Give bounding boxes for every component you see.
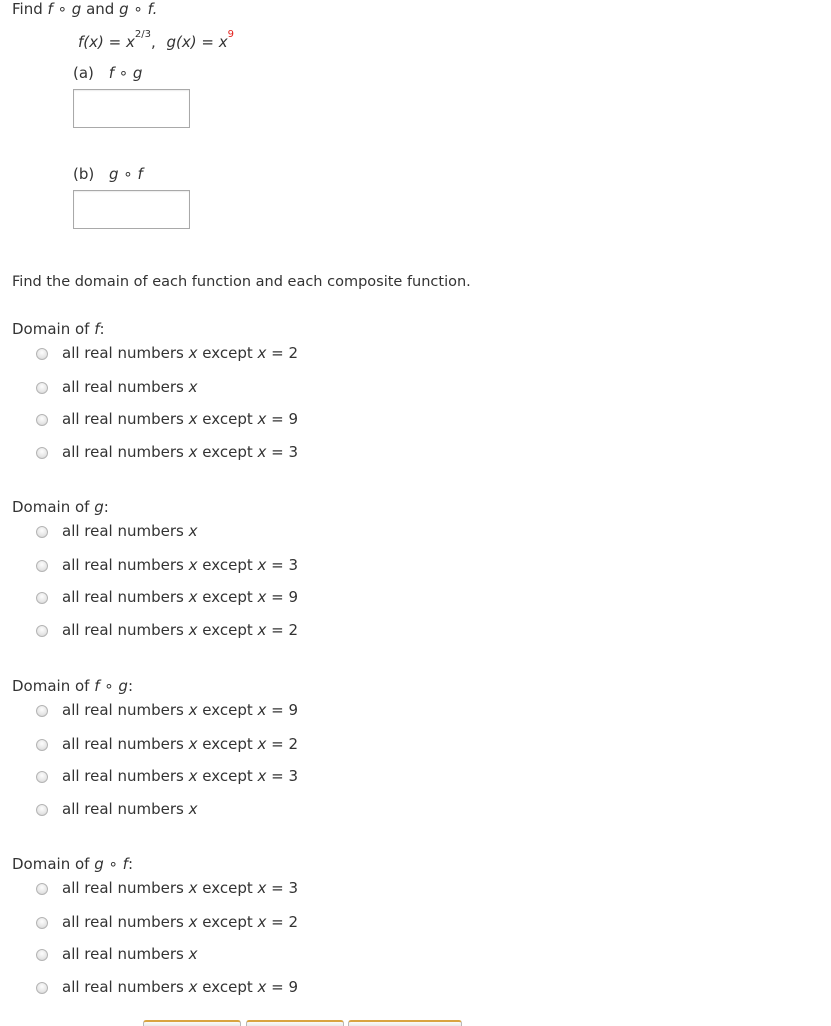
option-variable-2: x: [257, 556, 267, 574]
domain-f-option-1-radio[interactable]: [36, 348, 48, 360]
option-value: = 3: [266, 556, 299, 574]
domain-f-of-g-option-2-label[interactable]: [62, 735, 298, 753]
part-a-expression: f ∘ g: [108, 64, 143, 82]
domain-f-option-2-radio[interactable]: [36, 382, 48, 394]
domain-g-of-f-option-3-label[interactable]: [62, 945, 198, 963]
domain-f-of-g-option-2-radio[interactable]: [36, 739, 48, 751]
option-value: = 9: [266, 978, 299, 996]
part-b-label: (b): [73, 165, 95, 183]
domain-f-title: [12, 320, 105, 338]
part-a-answer-box[interactable]: [73, 89, 190, 128]
domain-f-of-g-option-1-radio[interactable]: [36, 705, 48, 717]
option-value: = 2: [266, 344, 299, 362]
option-text: all real numbers: [62, 701, 189, 719]
option-variable: x: [188, 378, 198, 396]
option-variable-2: x: [257, 978, 267, 996]
option-except: except: [197, 443, 258, 461]
option-text: all real numbers: [62, 767, 189, 785]
prompt-f: f: [47, 0, 53, 18]
domain-f-option-2-label[interactable]: [62, 378, 198, 396]
option-variable: x: [188, 522, 198, 540]
option-except: except: [197, 556, 258, 574]
part-b-heading: [73, 165, 143, 183]
option-text: all real numbers: [62, 443, 189, 461]
g-definition: g(x) = x: [166, 33, 228, 51]
option-value: = 3: [266, 767, 299, 785]
domain-f-option-1-label[interactable]: [62, 344, 298, 362]
option-value: = 2: [266, 735, 299, 753]
option-text: all real numbers: [62, 556, 189, 574]
part-b-answer-box[interactable]: [73, 190, 190, 229]
option-variable: x: [188, 978, 198, 996]
function-definitions: [78, 29, 234, 51]
option-value: = 3: [266, 443, 299, 461]
option-text: all real numbers: [62, 800, 189, 818]
g-exponent: 9: [227, 29, 234, 40]
domain-f-of-g-title: [12, 677, 133, 695]
domain-f-option-4-label[interactable]: [62, 443, 298, 461]
save-button-edge[interactable]: [246, 1020, 344, 1026]
prompt-circ-1: ∘: [57, 0, 67, 18]
option-variable-2: x: [257, 879, 267, 897]
domain-g-of-f-title: [12, 855, 133, 873]
option-variable-2: x: [257, 443, 267, 461]
option-text: all real numbers: [62, 621, 189, 639]
domain-title-colon: :: [127, 677, 133, 695]
option-variable: x: [188, 945, 198, 963]
domain-title-text: Domain of: [12, 855, 95, 873]
option-variable-2: x: [257, 621, 267, 639]
option-variable: x: [188, 913, 198, 931]
option-except: except: [197, 978, 258, 996]
part-a-heading: [73, 64, 142, 82]
option-except: except: [197, 701, 258, 719]
domain-g-option-2-radio[interactable]: [36, 560, 48, 572]
option-except: except: [197, 767, 258, 785]
option-variable: x: [188, 767, 198, 785]
option-value: = 9: [266, 410, 299, 428]
option-variable-2: x: [257, 344, 267, 362]
domain-g-title: [12, 498, 109, 516]
domain-g-option-4-radio[interactable]: [36, 625, 48, 637]
option-variable: x: [188, 344, 198, 362]
option-text: all real numbers: [62, 978, 189, 996]
option-text: all real numbers: [62, 378, 189, 396]
option-variable: x: [188, 588, 198, 606]
option-value: = 3: [266, 879, 299, 897]
domain-title-colon: :: [127, 855, 133, 873]
domain-g-of-f-option-2-label[interactable]: [62, 913, 298, 931]
option-variable-2: x: [257, 701, 267, 719]
option-variable: x: [188, 735, 198, 753]
option-variable: x: [188, 621, 198, 639]
option-variable: x: [188, 556, 198, 574]
domain-g-of-f-option-2-radio[interactable]: [36, 917, 48, 929]
f-definition: f(x) = x: [78, 33, 135, 51]
option-text: all real numbers: [62, 410, 189, 428]
option-except: except: [197, 913, 258, 931]
domain-g-option-1-radio[interactable]: [36, 526, 48, 538]
part-b-expression: g ∘ f: [109, 165, 143, 183]
domain-g-option-1-label[interactable]: [62, 522, 198, 540]
option-text: all real numbers: [62, 945, 189, 963]
option-variable-2: x: [257, 735, 267, 753]
option-except: except: [197, 879, 258, 897]
prompt-and: and: [86, 0, 115, 18]
option-except: except: [197, 588, 258, 606]
domain-f-of-g-option-3-label[interactable]: [62, 767, 298, 785]
option-variable-2: x: [257, 913, 267, 931]
option-value: = 9: [266, 588, 299, 606]
option-variable: x: [188, 879, 198, 897]
prompt-find: Find: [12, 0, 43, 18]
option-except: except: [197, 344, 258, 362]
option-text: all real numbers: [62, 735, 189, 753]
prompt-f-2: f.: [147, 0, 158, 18]
domain-f-option-3-radio[interactable]: [36, 414, 48, 426]
domain-f-of-g-option-4-label[interactable]: [62, 800, 198, 818]
domain-f-of-g-option-4-radio[interactable]: [36, 804, 48, 816]
option-text: all real numbers: [62, 879, 189, 897]
option-except: except: [197, 735, 258, 753]
option-variable: x: [188, 701, 198, 719]
domain-g-of-f-option-4-radio[interactable]: [36, 982, 48, 994]
option-variable: x: [188, 410, 198, 428]
option-text: all real numbers: [62, 344, 189, 362]
domain-g-of-f-option-3-radio[interactable]: [36, 949, 48, 961]
domain-f-of-g-option-1-label[interactable]: [62, 701, 298, 719]
prompt-g: g: [71, 0, 82, 18]
option-variable: x: [188, 800, 198, 818]
domain-f-of-g-option-3-radio[interactable]: [36, 771, 48, 783]
definition-comma: ,: [150, 33, 156, 51]
option-variable: x: [188, 443, 198, 461]
option-variable-2: x: [257, 410, 267, 428]
domain-title-function: f ∘ g: [94, 677, 128, 695]
option-text: all real numbers: [62, 522, 189, 540]
domain-g-option-4-label[interactable]: [62, 621, 298, 639]
domain-instruction: Find the domain of each function and each composite function.: [12, 274, 471, 290]
domain-title-colon: :: [99, 320, 105, 338]
option-except: except: [197, 621, 258, 639]
submit-button-edge[interactable]: [143, 1020, 241, 1026]
option-variable-2: x: [257, 588, 267, 606]
problem-prompt: [12, 0, 157, 18]
prompt-g-2: g: [119, 0, 129, 18]
domain-f-option-3-label[interactable]: [62, 410, 298, 428]
domain-title-function: g ∘ f: [94, 855, 128, 873]
domain-g-option-3-radio[interactable]: [36, 592, 48, 604]
domain-title-text: Domain of: [12, 677, 95, 695]
part-a-label: (a): [73, 64, 94, 82]
practice-button-edge[interactable]: [348, 1020, 462, 1026]
domain-g-option-2-label[interactable]: [62, 556, 298, 574]
domain-f-option-4-radio[interactable]: [36, 447, 48, 459]
domain-title-text: Domain of: [12, 498, 95, 516]
option-variable-2: x: [257, 767, 267, 785]
option-text: all real numbers: [62, 913, 189, 931]
domain-title-function: f: [94, 320, 100, 338]
prompt-circ-2: ∘: [133, 0, 143, 18]
domain-title-colon: :: [103, 498, 109, 516]
option-value: = 2: [266, 913, 299, 931]
domain-g-of-f-option-4-label[interactable]: [62, 978, 298, 996]
option-except: except: [197, 410, 258, 428]
option-text: all real numbers: [62, 588, 189, 606]
domain-g-of-f-option-1-label[interactable]: [62, 879, 298, 897]
f-exponent: 2/3: [134, 29, 151, 40]
option-value: = 9: [266, 701, 299, 719]
domain-title-function: g: [94, 498, 104, 516]
domain-g-of-f-option-1-radio[interactable]: [36, 883, 48, 895]
domain-title-text: Domain of: [12, 320, 95, 338]
option-value: = 2: [266, 621, 299, 639]
domain-g-option-3-label[interactable]: [62, 588, 298, 606]
